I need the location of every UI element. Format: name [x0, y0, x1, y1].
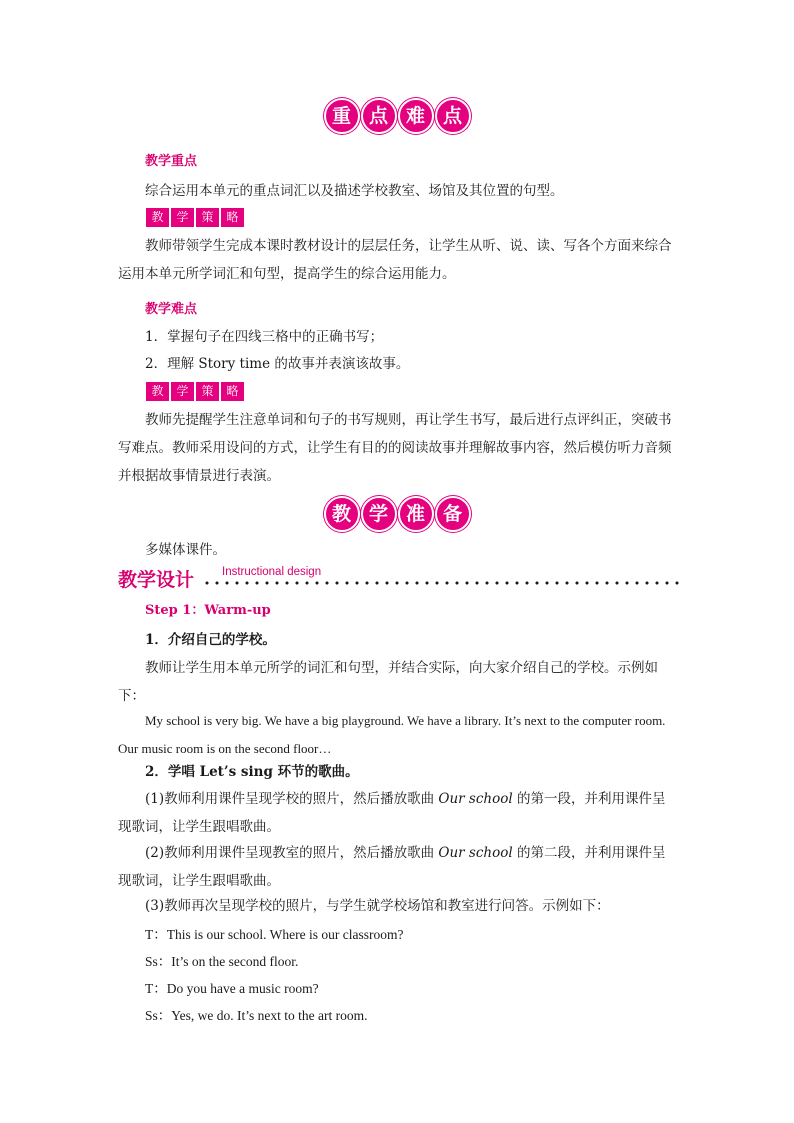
item-1-text: 教师让学生用本单元所学的词汇和句型，并结合实际，向大家介绍自己的学校。示例如下： [118, 660, 658, 704]
strategy-char: 教 [146, 208, 169, 227]
focus-text: 综合运用本单元的重点词汇以及描述学校教室、场馆及其位置的句型。 [145, 183, 564, 199]
prep-text: 多媒体课件。 [145, 542, 226, 558]
item-1-title: 1．介绍自己的学校。 [145, 632, 276, 648]
badge-char: 难 [398, 98, 434, 134]
section-badge-key-points [0, 98, 794, 134]
difficulty-strategy-text: 教师先提醒学生注意单词和句子的书写规则，再让学生书写，最后进行点评纠正，突破书写难点。教师采用设问的方式，让学生有目的的阅读故事并理解故事内容，然后模仿听力音频并根据故事情景进行表演。 [118, 412, 672, 484]
sub-item-text: (2)教师利用课件呈现教室的照片，然后播放歌曲 [145, 845, 439, 861]
dialog-line: T：This is our school. Where is our classroom? [145, 927, 404, 942]
dotted-divider [202, 580, 680, 586]
strategy-char: 略 [221, 382, 244, 401]
design-subtitle: Instructional design [222, 566, 322, 578]
strategy-badge [146, 208, 244, 227]
strategy-char: 策 [196, 208, 219, 227]
focus-heading: 教学重点 [145, 154, 198, 169]
sub-item-2 [118, 839, 678, 895]
item-2-title-part: 2．学唱 [145, 764, 200, 780]
strategy-badge [146, 382, 244, 401]
sub-item-text: (1)教师利用课件呈现学校的照片，然后播放歌曲 [145, 791, 439, 807]
step-1-title: Step 1：Warm-up [145, 603, 271, 618]
difficulty-item-2: 2．理解 Story time 的故事并表演该故事。 [145, 356, 410, 372]
sub-item-text: 的第一段，并利用课件呈现歌词，让学生跟唱歌曲。 [118, 791, 666, 835]
badge-char: 学 [361, 496, 397, 532]
strategy-char: 策 [196, 382, 219, 401]
song-title: Our school [438, 845, 513, 861]
badge-char: 点 [361, 98, 397, 134]
badge-char: 重 [324, 98, 360, 134]
difficulty-heading: 教学难点 [145, 302, 198, 317]
song-title: Our school [438, 791, 513, 807]
dialog-line: T：Do you have a music room? [145, 981, 319, 996]
strategy-char: 学 [171, 208, 194, 227]
item-2-title-part: Let’s sing [199, 764, 273, 780]
item-2-title-part: 环节的歌曲。 [272, 764, 359, 780]
dialog-line: Ss：It’s on the second floor. [145, 954, 299, 969]
difficulty-item-1: 1．掌握句子在四线三格中的正确书写； [145, 329, 384, 345]
sub-item-3: (3)教师再次呈现学校的照片，与学生就学校场馆和教室进行问答。示例如下： [145, 898, 610, 914]
design-section-header [118, 565, 680, 589]
item-2-title [145, 762, 359, 782]
sub-item-1 [118, 785, 678, 841]
design-title: 教学设计 [118, 569, 195, 591]
strategy-char: 略 [221, 208, 244, 227]
badge-char: 准 [398, 496, 434, 532]
badge-char: 点 [435, 98, 471, 134]
sub-item-text: 的第二段，并利用课件呈现歌词，让学生跟唱歌曲。 [118, 845, 666, 889]
strategy-char: 教 [146, 382, 169, 401]
badge-char: 备 [435, 496, 471, 532]
strategy-char: 学 [171, 382, 194, 401]
badge-char: 教 [324, 496, 360, 532]
focus-strategy-text: 教师带领学生完成本课时教材设计的层层任务，让学生从听、说、读、写各个方面来综合运用本单元所学词汇和句型，提高学生的综合运用能力。 [118, 238, 672, 282]
item-1-example: My school is very big. We have a big playground. We have a library. It’s next to the computer room. Our music room is on the second floor… [118, 713, 666, 756]
dialog-line: Ss：Yes, we do. It’s next to the art room. [145, 1008, 368, 1023]
section-badge-preparation [0, 496, 794, 532]
